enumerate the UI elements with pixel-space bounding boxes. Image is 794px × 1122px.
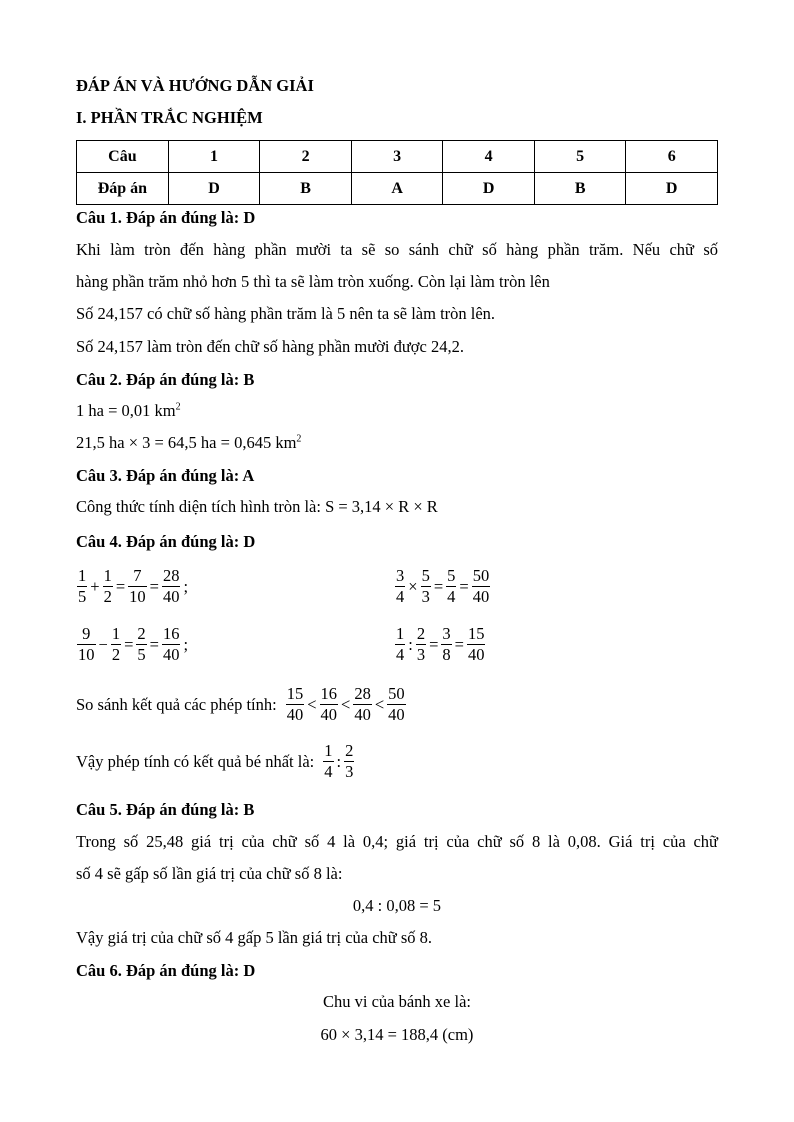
q4-expression-4: $\frac{1}{4}$ : $\frac{2}{3}$ = $\frac{3}{8}$ = $\frac{15}{40}$ — [396, 624, 485, 664]
q2-line1-sup: 2 — [175, 401, 181, 413]
q2-heading: Câu 2. Đáp án đúng là: B — [76, 370, 255, 389]
q1-line3: Số 24,157 có chữ số hàng phần trăm là 5 nên ta sẽ làm tròn lên. — [76, 304, 496, 323]
q5-line3: Vậy giá trị của chữ số 4 gấp 5 lần giá trị của chữ số 8. — [76, 928, 433, 947]
table-cell: B — [260, 173, 352, 205]
q2-line1-text: 1 ha = 0,01 km — [76, 401, 176, 420]
table-cell: D — [168, 173, 260, 205]
q2-line1 — [76, 401, 181, 421]
q4-conclusion: Vậy phép tính có kết quả bé nhất là: $\frac{1}{4}$ : $\frac{2}{3}$ — [76, 741, 354, 781]
answer-table-answer-row — [77, 173, 718, 205]
q6-calc: 60 × 3,14 = 188,4 (cm) — [320, 1025, 474, 1044]
q4-expression-2: $\frac{3}{4}$ × $\frac{5}{3}$ = $\frac{5}{4}$ = $\frac{50}{40}$ — [396, 566, 490, 606]
q4-conclusion-label: Vậy phép tính có kết quả bé nhất là: — [76, 751, 315, 771]
table-cell: Câu — [77, 141, 169, 173]
table-cell: A — [351, 173, 443, 205]
table-cell: 4 — [443, 141, 535, 173]
table-cell: D — [626, 173, 718, 205]
q4-heading: Câu 4. Đáp án đúng là: D — [76, 532, 256, 551]
document-title: ĐÁP ÁN VÀ HƯỚNG DẪN GIẢI — [76, 76, 314, 95]
q6-line1: Chu vi của bánh xe là: — [322, 992, 471, 1011]
q4-compare-label: So sánh kết quả các phép tính: — [76, 694, 277, 714]
q4-comparison: So sánh kết quả các phép tính: $\frac{15}{40}$ < $\frac{16}{40}$ < $\frac{28}{40}$ < $\frac{50}{40}$ — [76, 684, 405, 724]
table-cell: 6 — [626, 141, 718, 173]
table-cell: 2 — [260, 141, 352, 173]
q5-heading: Câu 5. Đáp án đúng là: B — [76, 800, 255, 819]
table-cell: 3 — [351, 141, 443, 173]
table-cell: D — [443, 173, 535, 205]
q4-expression-1: $\frac{1}{5}$ + $\frac{1}{2}$ = $\frac{7}{10}$ = $\frac{28}{40}$ ; — [78, 566, 189, 606]
q1-line4: Số 24,157 làm tròn đến chữ số hàng phần mười được 24,2. — [76, 337, 464, 356]
q6-heading: Câu 6. Đáp án đúng là: D — [76, 961, 256, 980]
q1-line2: hàng phần trăm nhỏ hơn 5 thì ta sẽ làm tròn xuống. Còn lại làm tròn lên — [76, 272, 550, 291]
q2-line2 — [76, 433, 301, 453]
q2-line2-sup: 2 — [296, 433, 302, 445]
q5-calc: 0,4 : 0,08 = 5 — [352, 896, 442, 915]
answer-table-header-row — [77, 141, 718, 173]
q4-expression-3: $\frac{9}{10}$ − $\frac{1}{2}$ = $\frac{2}{5}$ = $\frac{16}{40}$ ; — [78, 624, 189, 664]
table-cell: Đáp án — [77, 173, 169, 205]
answer-table — [76, 140, 718, 205]
q1-heading: Câu 1. Đáp án đúng là: D — [76, 208, 256, 227]
q5-line1: Trong số 25,48 giá trị của chữ số 4 là 0,4; giá trị của chữ số 8 là 0,08. Giá trị của chữ — [76, 832, 718, 851]
q3-line1: Công thức tính diện tích hình tròn là: S = 3,14 × R × R — [76, 497, 438, 516]
table-cell: 1 — [168, 141, 260, 173]
q5-line2: số 4 sẽ gấp số lần giá trị của chữ số 8 là: — [76, 864, 343, 883]
section-heading: I. PHẦN TRẮC NGHIỆM — [76, 108, 263, 127]
q2-line2-text: 21,5 ha × 3 = 64,5 ha = 0,645 km — [76, 433, 297, 452]
table-cell: 5 — [534, 141, 626, 173]
q1-line1: Khi làm tròn đến hàng phần mười ta sẽ so sánh chữ số hàng phần trăm. Nếu chữ số — [76, 240, 718, 259]
q3-heading: Câu 3. Đáp án đúng là: A — [76, 466, 255, 485]
table-cell: B — [534, 173, 626, 205]
